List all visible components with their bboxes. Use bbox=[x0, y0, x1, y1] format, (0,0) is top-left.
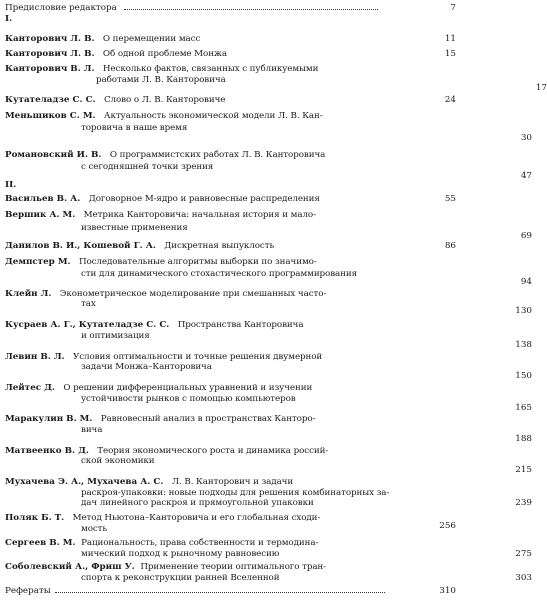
toc-entry-page: 150 bbox=[515, 370, 532, 381]
toc-entry-title: Актуальность экономической модели Л. В. Кан- bbox=[103, 110, 323, 121]
toc-entry-page: 256 bbox=[439, 521, 456, 532]
toc-entry-title: Метод Ньютона–Канторовича и его глобальная сходи- bbox=[72, 513, 321, 523]
toc-entry-title-cont: и оптимизация bbox=[81, 331, 150, 342]
toc-entry[interactable] bbox=[5, 289, 456, 300]
toc-entry[interactable] bbox=[5, 320, 456, 331]
toc-entry-page: 215 bbox=[515, 465, 532, 476]
toc-entry-continuation[interactable] bbox=[5, 549, 532, 560]
toc-entry-continuation[interactable] bbox=[5, 222, 532, 241]
toc-entry-continuation[interactable] bbox=[5, 161, 532, 181]
toc-entry-title-cont: ской экономики bbox=[81, 456, 155, 467]
toc-entry-continuation[interactable] bbox=[5, 524, 532, 535]
toc-entry-continuation[interactable] bbox=[5, 362, 532, 381]
toc-entry-title: О решении дифференциальных уравнений и изучении bbox=[63, 382, 313, 393]
toc-entry-title-cont: раскроя-упаковки: новые подходы для решения комбинаторных за- bbox=[81, 487, 390, 498]
toc-entry-page: 239 bbox=[515, 498, 532, 509]
dot-leader bbox=[55, 592, 385, 593]
toc-entry-page: 138 bbox=[515, 339, 532, 350]
toc-entry-title-cont: спорта к реконструкции ранней Вселенной bbox=[81, 573, 280, 583]
toc-entry-author: Канторович Л. В. bbox=[5, 49, 95, 60]
toc-entry-page: 130 bbox=[515, 305, 532, 316]
toc-entry[interactable] bbox=[5, 150, 456, 161]
toc-entry-title: Применение теории оптимального тран- bbox=[140, 562, 327, 572]
toc-entry-title-cont: работами Л. В. Канторовича bbox=[96, 74, 226, 85]
toc-entry-title: Договорное М-ядро и равновесные распределения bbox=[88, 193, 320, 204]
toc-entry-title: Рефераты bbox=[5, 586, 51, 596]
toc-entry-author: Кусраев А. Г., Кутателадзе С. С. bbox=[5, 319, 170, 330]
toc-entry[interactable] bbox=[5, 562, 456, 573]
toc-entry[interactable] bbox=[5, 194, 456, 205]
section-heading-2: II. bbox=[5, 179, 17, 190]
toc-entry-title-cont: сти для динамического стохастического программирования bbox=[81, 269, 358, 280]
toc-entry-title: Слово о Л. В. Канторовиче bbox=[103, 94, 226, 105]
toc-entry-title: Эконометрическое моделирование при смешанных часто- bbox=[59, 288, 327, 299]
toc-entry[interactable] bbox=[5, 64, 456, 75]
toc-entry-title: Последовательные алгоритмы выборки по значимо- bbox=[78, 256, 317, 267]
toc-entry[interactable] bbox=[5, 383, 456, 394]
toc-entry[interactable] bbox=[5, 352, 456, 363]
toc-entry-author: Васильев В. А. bbox=[5, 193, 81, 204]
toc-entry-continuation[interactable] bbox=[5, 488, 532, 499]
toc-entry-title-cont: с сегодняшней точки зрения bbox=[81, 161, 214, 172]
toc-entry-references[interactable] bbox=[5, 586, 456, 597]
toc-entry[interactable] bbox=[5, 111, 456, 122]
toc-entry[interactable] bbox=[5, 49, 456, 60]
toc-entry-title: Дискретная выпуклость bbox=[164, 241, 275, 251]
toc-entry-title: Метрика Канторовича: начальная история и мало- bbox=[83, 210, 316, 220]
toc-entry[interactable] bbox=[5, 241, 456, 252]
toc-entry-title: Об одной проблеме Монжа bbox=[102, 49, 227, 60]
dot-leader bbox=[124, 9, 378, 10]
toc-entry-author: Вершик А. М. bbox=[5, 210, 76, 220]
toc-entry-continuation[interactable] bbox=[5, 299, 532, 316]
toc-entry-page: 275 bbox=[515, 549, 532, 559]
toc-entry-continuation[interactable] bbox=[5, 425, 532, 445]
toc-entry-page: 17 bbox=[535, 83, 547, 94]
toc-entry-title-cont: мость bbox=[81, 524, 108, 534]
toc-entry-title: О программистских работах Л. В. Канторовича bbox=[109, 149, 326, 160]
toc-entry-title: Предисловие редактора bbox=[5, 2, 117, 13]
toc-entry[interactable] bbox=[5, 95, 456, 106]
toc-entry-page: 15 bbox=[444, 49, 456, 60]
toc-entry-author: Канторович Л. В. bbox=[5, 33, 95, 44]
section-heading-1: I. bbox=[5, 13, 13, 24]
toc-entry-continuation[interactable] bbox=[5, 456, 532, 476]
toc-entry-author: Кутателадзе С. С. bbox=[5, 94, 96, 105]
toc-entry-author: Лейтес Д. bbox=[5, 382, 55, 393]
toc-entry-title: О перемещении масс bbox=[102, 33, 201, 44]
toc-entry-author: Левин В. Л. bbox=[5, 351, 65, 362]
toc-entry-title-cont: вича bbox=[81, 425, 103, 436]
toc-entry-author: Канторович В. Л. bbox=[5, 63, 95, 74]
toc-entry-page: 94 bbox=[520, 277, 532, 288]
toc-entry-author: Демпстер М. bbox=[5, 256, 71, 267]
toc-entry-page: 86 bbox=[444, 241, 456, 251]
toc-entry-continuation[interactable] bbox=[5, 573, 532, 584]
toc-entry-author: Меньшиков С. М. bbox=[5, 110, 96, 121]
toc-entry-page: 47 bbox=[520, 170, 532, 181]
toc-entry-page: 7 bbox=[450, 2, 456, 13]
toc-entry-page: 55 bbox=[444, 193, 456, 204]
toc-entry-author: Маракулин В. М. bbox=[5, 413, 93, 424]
toc-entry[interactable] bbox=[5, 477, 456, 488]
toc-entry-title: Л. В. Канторович и задачи bbox=[171, 476, 294, 487]
toc-entry-title-cont: торовича в наше время bbox=[81, 123, 188, 134]
toc-entry-page: 165 bbox=[515, 402, 532, 413]
toc-entry[interactable] bbox=[5, 34, 456, 45]
toc-entry-author: Поляк Б. Т. bbox=[5, 513, 65, 523]
toc-entry-page: 303 bbox=[515, 573, 532, 583]
toc-entry-title-cont: устойчивости рынков с помощью компьютеров bbox=[81, 394, 296, 405]
toc-entry-page: 11 bbox=[444, 33, 456, 44]
toc-entry-title-cont: мический подход к рыночному равновесию bbox=[81, 549, 280, 559]
toc-entry-page: 310 bbox=[439, 586, 456, 596]
toc-entry-title-cont: известные применения bbox=[81, 222, 188, 233]
toc-entry-author: Матвеенко В. Д. bbox=[5, 445, 89, 456]
toc-entry-page: 30 bbox=[520, 133, 532, 144]
toc-entry[interactable] bbox=[5, 414, 456, 425]
toc-entry-continuation[interactable] bbox=[5, 331, 532, 350]
toc-entry-title: Теория экономического роста и динамика россий- bbox=[97, 445, 329, 456]
toc-entry-author: Клейн Л. bbox=[5, 288, 52, 299]
toc-entry-continuation[interactable] bbox=[5, 74, 547, 94]
toc-entry-page: 188 bbox=[515, 434, 532, 445]
toc-entry[interactable] bbox=[5, 210, 456, 221]
toc-entry-author: Данилов В. И., Кошевой Г. А. bbox=[5, 241, 156, 251]
toc-entry-page: 69 bbox=[520, 230, 532, 241]
toc-entry-title: Условия оптимальности и точные решения двумерной bbox=[72, 351, 323, 362]
toc-entry-author: Соболевский А., Фриш У. bbox=[5, 562, 135, 572]
toc-entry-title-cont: тах bbox=[81, 299, 96, 310]
toc-entry-continuation[interactable] bbox=[5, 498, 532, 509]
toc-entry-title: Пространства Канторовича bbox=[177, 319, 304, 330]
toc-entry-title: Рациональность, права собственности и термодина- bbox=[81, 538, 319, 548]
toc-entry-continuation[interactable] bbox=[5, 269, 532, 288]
toc-entry-continuation[interactable] bbox=[5, 394, 532, 413]
toc-entry[interactable] bbox=[5, 446, 456, 457]
toc-entry-title-cont: дач линейного раскроя и прямоугольной упаковки bbox=[81, 498, 314, 509]
toc-entry-author: Сергеев В. М. bbox=[5, 538, 76, 548]
toc-entry-continuation[interactable] bbox=[5, 123, 532, 144]
toc-entry-author: Мухачева Э. А., Мухачева А. С. bbox=[5, 476, 164, 487]
toc-entry-page: 24 bbox=[444, 94, 456, 105]
toc-entry-author: Романовский И. В. bbox=[5, 149, 102, 160]
toc-entry-title: Равновесный анализ в пространствах Канторо- bbox=[100, 413, 316, 424]
toc-entry-title: Несколько фактов, связанных с публикуемыми bbox=[102, 63, 319, 74]
toc-entry[interactable] bbox=[5, 538, 456, 549]
toc-entry[interactable] bbox=[5, 257, 456, 268]
toc-entry-title-cont: задачи Монжа–Канторовича bbox=[81, 362, 212, 373]
toc-entry-preface[interactable] bbox=[5, 3, 456, 14]
